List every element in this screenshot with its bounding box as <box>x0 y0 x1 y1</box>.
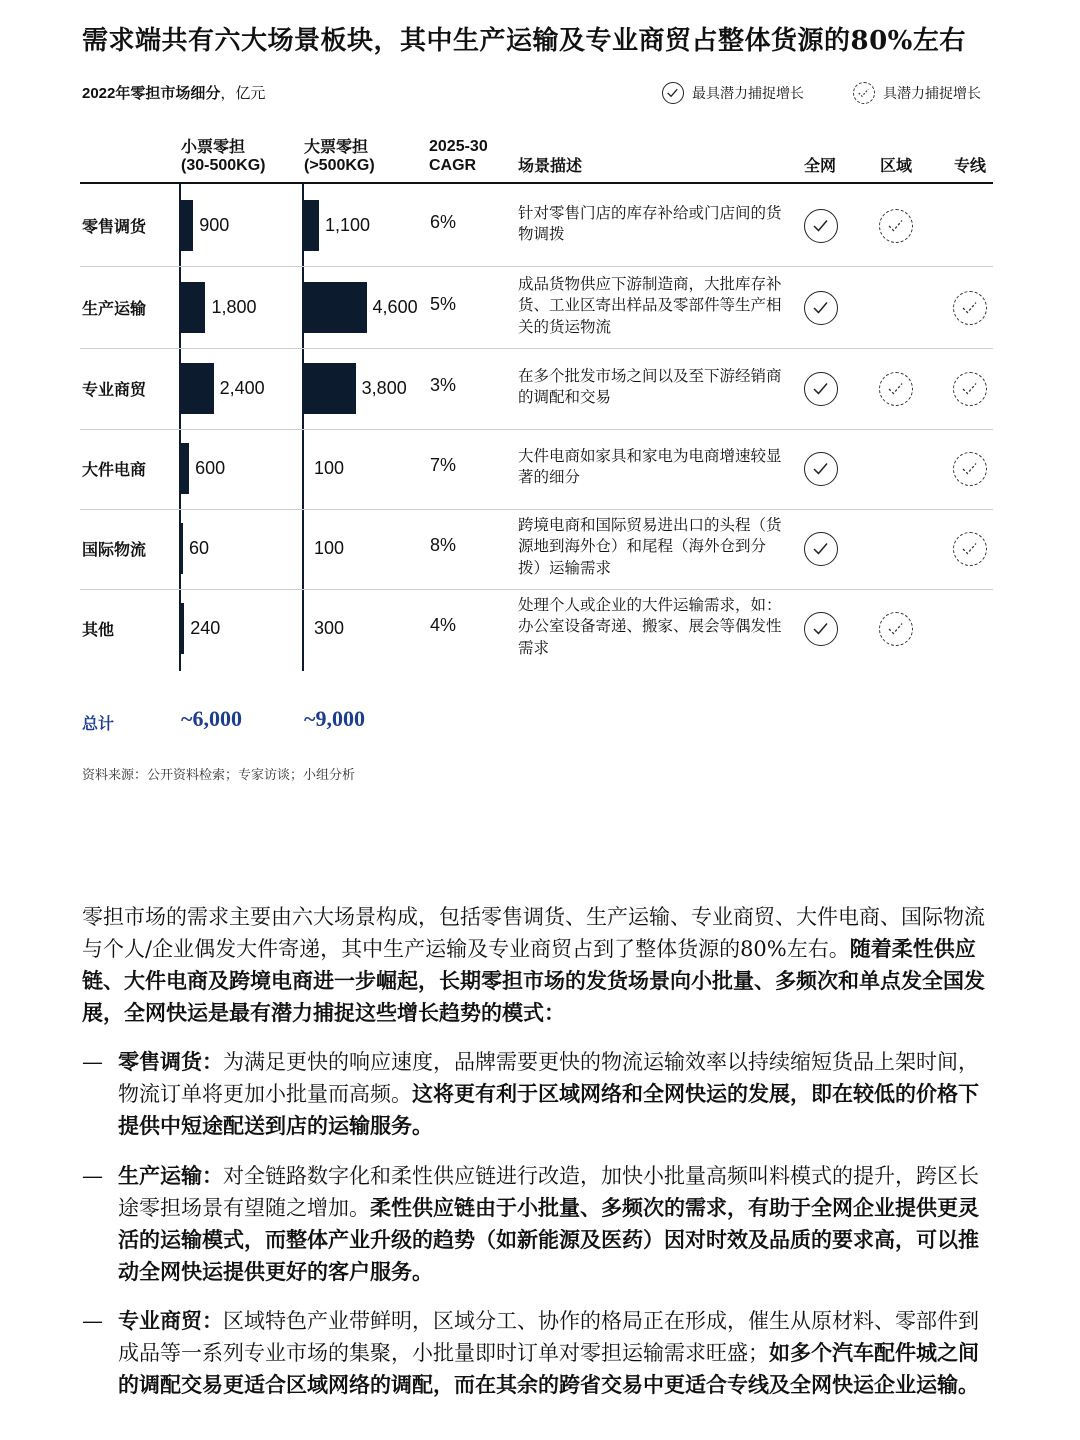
row-label: 零售调货 <box>82 217 147 236</box>
legend-dashed <box>853 82 981 104</box>
scenario-description: 在多个批发市场之间以及至下游经销商的调配和交易 <box>518 366 782 406</box>
value-large: 100 <box>314 538 345 558</box>
bar-large <box>304 200 319 251</box>
intro-text: 零担市场的需求主要由六大场景构成，包括零售调货、生产运输、专业商贸、大件电商、国际物流与个人/企业偶发大件寄递，其中生产运输及专业商贸占到了整体货源的80%左右。 <box>82 905 985 961</box>
value-small: 60 <box>189 538 210 558</box>
check-circle-solid-icon <box>804 291 838 325</box>
value-large: 3,800 <box>361 378 407 398</box>
col-large-header <box>304 137 375 175</box>
check-circle-dashed-icon <box>879 209 913 243</box>
subtitle-unit: ，亿元 <box>220 84 266 102</box>
scenario-description: 处理个人或企业的大件运输需求，如：办公室设备寄递、搬家、展会等偶发性需求 <box>518 595 782 657</box>
value-small: 600 <box>195 458 226 478</box>
small-axis-line <box>179 184 181 671</box>
legend-solid <box>662 82 804 104</box>
col-small-header <box>181 137 265 175</box>
total-large: ~9,000 <box>304 706 365 731</box>
row-label: 专业商贸 <box>82 380 147 399</box>
bar-large <box>304 363 356 414</box>
scenario-description: 针对零售门店的库存补给或门店间的货物调拨 <box>518 203 782 243</box>
subtitle-main: 2022年零担市场细分 <box>82 85 221 102</box>
row-divider <box>80 509 993 510</box>
value-cagr: 7% <box>430 455 457 475</box>
value-large: 4,600 <box>372 297 418 317</box>
bar-small <box>181 443 189 494</box>
check-circle-solid-icon <box>804 372 838 406</box>
col-regional-header: 区域 <box>880 156 913 175</box>
check-circle-dashed-icon <box>879 372 913 406</box>
scenario-description: 大件电商如家具和家电为电商增速较显著的细分 <box>518 446 782 486</box>
bullet-bold-text: 这将更有利于区域网络和全网快运的发展，即在较低的价格下提供中短途配送到店的运输服务。 <box>118 1081 979 1138</box>
check-circle-solid-icon <box>662 82 684 104</box>
bullet-dash: — <box>82 1309 103 1333</box>
bullet-title: 生产运输： <box>118 1163 223 1188</box>
row-divider <box>80 429 993 430</box>
value-cagr: 3% <box>430 375 457 395</box>
bullet-retail <box>82 1046 994 1146</box>
check-circle-solid-icon <box>804 532 838 566</box>
page-title: 需求端共有六大场景板块，其中生产运输及专业商贸占整体货源的80%左右 <box>82 26 966 56</box>
bullet-production <box>82 1160 994 1290</box>
source-note: 资料来源：公开资料检索；专家访谈；小组分析 <box>82 768 356 783</box>
row-divider <box>80 589 993 590</box>
value-cagr: 4% <box>430 615 457 635</box>
row-label: 大件电商 <box>82 460 147 479</box>
check-circle-dashed-icon <box>953 532 987 566</box>
check-circle-dashed-icon <box>953 291 987 325</box>
check-circle-dashed-icon <box>953 372 987 406</box>
value-small: 900 <box>199 215 230 235</box>
legend-dashed-label: 具潜力捕捉增长 <box>883 86 981 102</box>
value-cagr: 8% <box>430 535 457 555</box>
header-rule <box>80 182 993 184</box>
check-circle-dashed-icon <box>879 612 913 646</box>
bar-small <box>181 603 184 654</box>
bullet-title: 专业商贸： <box>118 1308 223 1333</box>
bullet-text: 对全链路数字化和柔性供应链进行改造，加快小批量高频叫料模式的提升，跨区长途零担场景有望随之增加。 <box>118 1164 979 1220</box>
intro-paragraph <box>82 901 994 1029</box>
bullet-bold-text: 柔性供应链由于小批量、多频次的需求，有助于全网企业提供更灵活的运输模式，而整体产业升级的趋势（如新能源及医药）因对时效及品质的要求高，可以推动全网快运提供更好的客户服务。 <box>118 1195 979 1284</box>
bar-small <box>181 282 205 333</box>
value-cagr: 6% <box>430 212 457 232</box>
row-label: 生产运输 <box>82 299 147 318</box>
col-cagr-line2: CAGR <box>429 157 477 174</box>
bullet-dash: — <box>82 1164 103 1188</box>
total-small: ~6,000 <box>181 706 242 731</box>
bullet-text: 为满足更快的响应速度，品牌需要更快的物流运输效率以持续缩短货品上架时间，物流订单将更加小批量而高频。 <box>118 1050 979 1106</box>
check-circle-dashed-icon <box>953 452 987 486</box>
bullet-text: 区域特色产业带鲜明，区域分工、协作的格局正在形成，催生从原材料、零部件到成品等一系列专业市场的集聚，小批量即时订单对零担运输需求旺盛； <box>118 1309 979 1365</box>
col-large-line1: 大票零担 <box>304 137 369 156</box>
bar-small <box>181 363 214 414</box>
check-circle-dashed-icon <box>853 82 875 104</box>
bullet-bold-text: 如多个汽车配件城之间的调配交易更适合区域网络的调配，而在其余的跨省交易中更适合专线及全网快运企业运输。 <box>118 1340 979 1397</box>
legend-solid-label: 最具潜力捕捉增长 <box>692 86 804 102</box>
value-small: 1,800 <box>211 297 257 317</box>
col-cagr-line1: 2025-30 <box>429 138 488 155</box>
col-cagr-header <box>429 137 488 175</box>
col-small-line1: 小票零担 <box>181 137 246 156</box>
check-circle-solid-icon <box>804 452 838 486</box>
col-national-header: 全网 <box>804 156 837 175</box>
bar-small <box>181 200 193 251</box>
col-desc-header: 场景描述 <box>518 156 583 175</box>
row-label: 其他 <box>82 620 115 639</box>
value-small: 2,400 <box>219 378 265 398</box>
large-axis-line <box>302 184 304 671</box>
value-large: 300 <box>314 618 345 638</box>
value-cagr: 5% <box>430 294 457 314</box>
value-large: 1,100 <box>324 215 370 235</box>
col-large-line2: (>500KG) <box>304 157 375 174</box>
bar-small <box>181 523 183 574</box>
scenario-description: 成品货物供应下游制造商，大批库存补货、工业区寄出样品及零部件等生产相关的货运物流 <box>518 274 782 336</box>
check-circle-solid-icon <box>804 209 838 243</box>
value-large: 100 <box>314 458 345 478</box>
total-label: 总计 <box>82 716 115 733</box>
bullet-trade <box>82 1305 994 1435</box>
chart-subtitle <box>82 82 265 103</box>
intro-bold-text: 随着柔性供应链、大件电商及跨境电商进一步崛起，长期零担市场的发货场景向小批量、多频次和单点发全国发展，全网快运是最有潜力捕捉这些增长趋势的模式： <box>82 936 985 1025</box>
row-label: 国际物流 <box>82 540 147 559</box>
value-small: 240 <box>190 618 221 638</box>
col-dedicated-header: 专线 <box>954 156 987 175</box>
col-small-line2: (30-500KG) <box>181 157 266 174</box>
bullet-title: 零售调货： <box>118 1049 223 1074</box>
check-circle-solid-icon <box>804 612 838 646</box>
row-divider <box>80 266 993 267</box>
scenario-description: 跨境电商和国际贸易进出口的头程（货源地到海外仓）和尾程（海外仓到分拨）运输需求 <box>518 515 782 577</box>
bullet-dash: — <box>82 1050 103 1074</box>
bar-large <box>304 282 367 333</box>
row-divider <box>80 348 993 349</box>
